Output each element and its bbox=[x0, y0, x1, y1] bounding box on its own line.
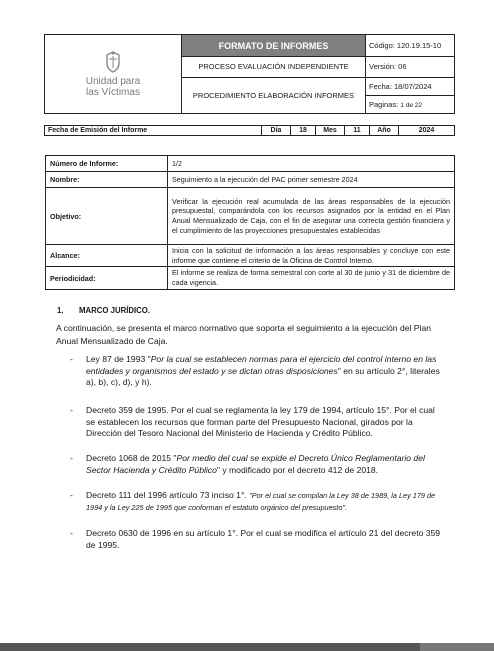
report-name: Seguimiento a la ejecución del PAC primer semestre 2024 bbox=[168, 172, 455, 188]
section-heading bbox=[57, 306, 150, 315]
list-item bbox=[70, 453, 446, 481]
frequency-label: Periodicidad: bbox=[46, 267, 168, 289]
month-label: Mes bbox=[316, 126, 345, 136]
emission-label: Fecha de Emisión del Informe bbox=[48, 127, 148, 134]
report-number: 1/2 bbox=[168, 156, 455, 172]
document-date: Fecha: 18/07/2024 bbox=[366, 77, 455, 95]
list-dash: - bbox=[70, 528, 73, 538]
report-number-label: Número de Informe: bbox=[46, 156, 168, 172]
list-item bbox=[70, 528, 446, 556]
list-dash: - bbox=[70, 405, 73, 415]
procedure-name: PROCEDIMIENTO ELABORACIÓN INFORMES bbox=[182, 77, 366, 113]
process-name: PROCESO EVALUACIÓN INDEPENDIENTE bbox=[182, 57, 366, 77]
list-item bbox=[70, 354, 446, 394]
day-label: Día bbox=[262, 126, 291, 136]
logo bbox=[45, 35, 182, 114]
scope-text: Inicia con la solicitud de información a las áreas responsables y concluye con este informe que contiene el criterio de la Oficina de Control Interno. bbox=[168, 245, 455, 267]
list-dash: - bbox=[70, 453, 73, 463]
logo-line-1: Unidad para bbox=[85, 76, 141, 87]
item-text: Decreto 111 del 1996 artículo 73 inciso 1°. "Por el cual se compilan la Ley 38 de 1989, la Ley 179 de 1994 y la Ley 225 de 1995 que conforman el estatuto orgánico del presupuesto". bbox=[86, 490, 436, 512]
document-header bbox=[44, 34, 455, 114]
list-dash: - bbox=[70, 490, 73, 500]
report-name-label: Nombre: bbox=[46, 172, 168, 188]
list-dash: - bbox=[70, 354, 73, 364]
document-code: Código: 120.19.15-10 bbox=[366, 35, 455, 57]
document-title: FORMATO DE INFORMES bbox=[182, 35, 366, 57]
section-title: MARCO JURÍDICO. bbox=[79, 306, 151, 315]
item-text: Decreto 359 de 1995. Por el cual se reglamenta la ley 179 de 1994, artículo 15°. Por el cual se establecen los recursos que forman parte del Presupuesto Nacional, girados por la Dirección del Tesoro Nacional del Ministerio de Hacienda y Crédito Público. bbox=[86, 405, 435, 438]
list-item bbox=[70, 490, 446, 518]
emission-date-row bbox=[44, 125, 455, 136]
scope-label: Alcance: bbox=[46, 245, 168, 267]
year-label: Año bbox=[370, 126, 399, 136]
intro-paragraph: A continuación, se presenta el marco normativo que soporta el seguimiento a la ejecución del Plan Anual Mensualizado de Caja. bbox=[56, 323, 432, 346]
viewer-bottom-bar-segment bbox=[420, 643, 494, 651]
day-value: 18 bbox=[291, 126, 316, 136]
objective-text: Verificar la ejecución real acumulada de las áreas responsables de la ejecución presupuestal, comparándola con los recursos asignados por la entidad en el Plan Anual Mensualizado de Caja, con el fin de asegurar una correcta gestión financiera y el cumplimiento de las proyecciones presupuestales establecidas bbox=[168, 188, 455, 245]
item-text: Decreto 0630 de 1996 en su artículo 1°. Por el cual se modifica el artículo 21 del decreto 359 de 1995. bbox=[86, 528, 441, 550]
objective-label: Objetivo: bbox=[46, 188, 168, 245]
document-version: Versión: 06 bbox=[366, 57, 455, 77]
page-count: Paginas: 1 de 22 bbox=[366, 95, 455, 113]
logo-line-2: las Víctimas bbox=[86, 87, 140, 98]
year-value: 2024 bbox=[399, 126, 455, 136]
frequency-text: El informe se realiza de forma semestral con corte al 30 de junio y 31 de diciembre de cada vigencia. bbox=[168, 267, 455, 289]
section-number: 1. bbox=[57, 306, 64, 315]
report-info-table bbox=[45, 155, 455, 290]
month-value: 11 bbox=[345, 126, 370, 136]
coat-of-arms-icon bbox=[102, 50, 124, 74]
item-text: Ley 87 de 1993 "Por la cual se establecen normas para el ejercicio del control interno en las entidades y organismos del estado y se dictan otras disposiciones" en su artículo 2°, literales a), b), c), d), y h). bbox=[86, 354, 440, 387]
list-item bbox=[70, 405, 446, 445]
item-text: Decreto 1068 de 2015 "Por medio del cual se expide el Decreto Único Reglamentario del Sector Hacienda y Crédito Público" y modificado por el decreto 412 de 2018. bbox=[86, 453, 425, 475]
